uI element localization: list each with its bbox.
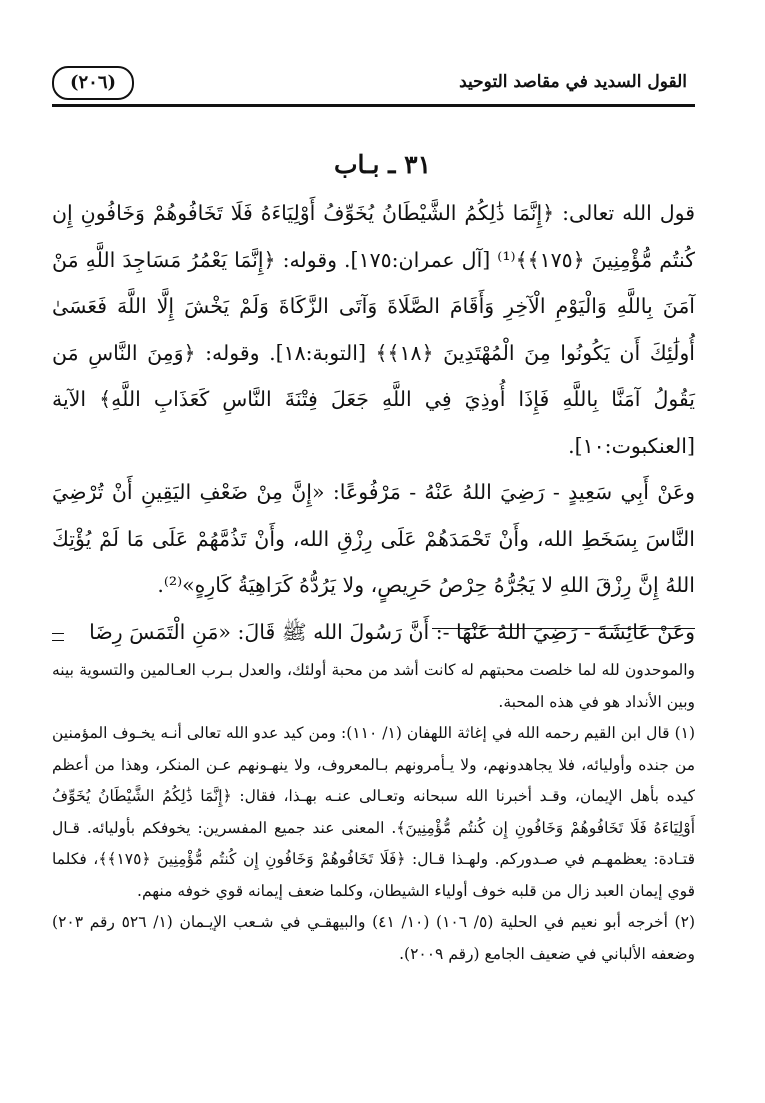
paragraph-hadith-aisha: وعَنْ عَائِشَةَ - رَضِيَ اللهُ عَنْهَا -: أَنَّ رَسُولَ الله ﷺ قَالَ: «مَنِ الْتَمَسَ رِضَا bbox=[89, 619, 695, 644]
main-text bbox=[52, 190, 695, 655]
header-rule bbox=[52, 104, 695, 107]
footnote-separator bbox=[432, 628, 695, 629]
page-number: (٢٠٦) bbox=[52, 66, 134, 100]
book-title: القول السديد في مقاصد التوحيد bbox=[459, 72, 687, 92]
footnote-1: (١) قال ابن القيم رحمه الله في إغاثة اللهفان (١/ ١١٠): ومن كيد عدو الله تعالى أنـه يخـوف المؤمنين من جنده وأوليائه، فلا يجاهدونهم، ولا يـأمرونهم بـالمعروف، ولا ينهـونهم عـن المنكر، وهذا من أعظم كيده بأهل الإيمان، وقـد أخبرنا الله سبحانه وتعـالى عنـه بهـذا، فقال: ﴿إِنَّمَا ذَٰلِكُمُ الشَّيْطَانُ يُخَوِّفُ أَوْلِيَاءَهُ فَلَا تَخَافُوهُمْ وَخَافُونِ إِن كُنتُم مُّؤْمِنِينَ﴾. المعنى عند جميع المفسرين: يخوفكم بأوليائه. قـال قتـادة: يعظمهـم في صـدوركم. ولهـذا قـال: ﴿فَلَا تَخَافُوهُمْ وَخَافُونِ إِن كُنتُم مُّؤْمِنِينَ ﴿١٧٥﴾﴾، فكلما قوي إيمان العبد زال من قلبه خوف أولياء الشيطان، وكلما ضعف إيمانه قوي خوفه منهم. bbox=[52, 724, 696, 900]
footnotes bbox=[52, 655, 695, 970]
footnote-continuation: والموحدون لله لما خلصت محبتهم له كانت أشد من محبة أولئك، والعدل بـرب العـالمين والتسوية بينه وبين الأنداد هو في هذه المحبة. bbox=[52, 661, 695, 711]
running-header bbox=[52, 66, 695, 106]
footnote-continuation-mark bbox=[52, 633, 64, 641]
paragraph-hadith-abu-said: وعَنْ أَبِي سَعِيدٍ - رَضِيَ اللهُ عَنْهُ - مَرْفُوعًا: «إِنَّ مِنْ ضَعْفِ اليَقِينِ أَنْ تُرْضِيَ النَّاسَ بِسَخَطِ الله، وأَنْ تَحْمَدَهُمْ عَلَى رِزْقِ الله، وأَنْ تَذُمَّهُمْ عَلَى مَا لَمْ يُؤْتِكَ اللهُ إِنَّ رِزْقَ اللهِ لا يَجُرُّهُ حِرْصُ حَرِيصٍ، ولا يَرُدُّهُ كَرَاهِيَةُ كَارِهٍ»⁽²⁾. bbox=[52, 480, 695, 597]
paragraph-verses: قول الله تعالى: ﴿إِنَّمَا ذَٰلِكُمُ الشَّيْطَانُ يُخَوِّفُ أَوْلِيَاءَهُ فَلَا تَخَافُوهُمْ وَخَافُونِ إِن كُنتُم مُّؤْمِنِينَ ﴿١٧٥﴾﴾⁽¹⁾ [آل عمران:١٧٥]. وقوله: ﴿إِنَّمَا يَعْمُرُ مَسَاجِدَ اللَّهِ مَنْ آمَنَ بِاللَّهِ وَالْيَوْمِ الْآخِرِ وَأَقَامَ الصَّلَاةَ وَآتَى الزَّكَاةَ وَلَمْ يَخْشَ إِلَّا اللَّهَ فَعَسَىٰ أُولَٰئِكَ أَن يَكُونُوا مِنَ الْمُهْتَدِينَ ﴿١٨﴾﴾ [التوبة:١٨]. وقوله: ﴿وَمِنَ النَّاسِ مَن يَقُولُ آمَنَّا بِاللَّهِ فَإِذَا أُوذِيَ فِي اللَّهِ جَعَلَ فِتْنَةَ النَّاسِ كَعَذَابِ اللَّهِ﴾ الآية [العنكبوت:١٠]. bbox=[52, 201, 696, 458]
footnote-2: (٢) أخرجه أبو نعيم في الحلية (٥/ ١٠٦) (١٠/ ٤١) والبيهقـي في شـعب الإيـمان (١/ ٥٢٦ رقم ٢٠٣) وضعفه الألباني في ضعيف الجامع (رقم ٢٠٠٩). bbox=[52, 913, 695, 963]
chapter-title: ٣١ ـ بـاب bbox=[333, 150, 432, 179]
